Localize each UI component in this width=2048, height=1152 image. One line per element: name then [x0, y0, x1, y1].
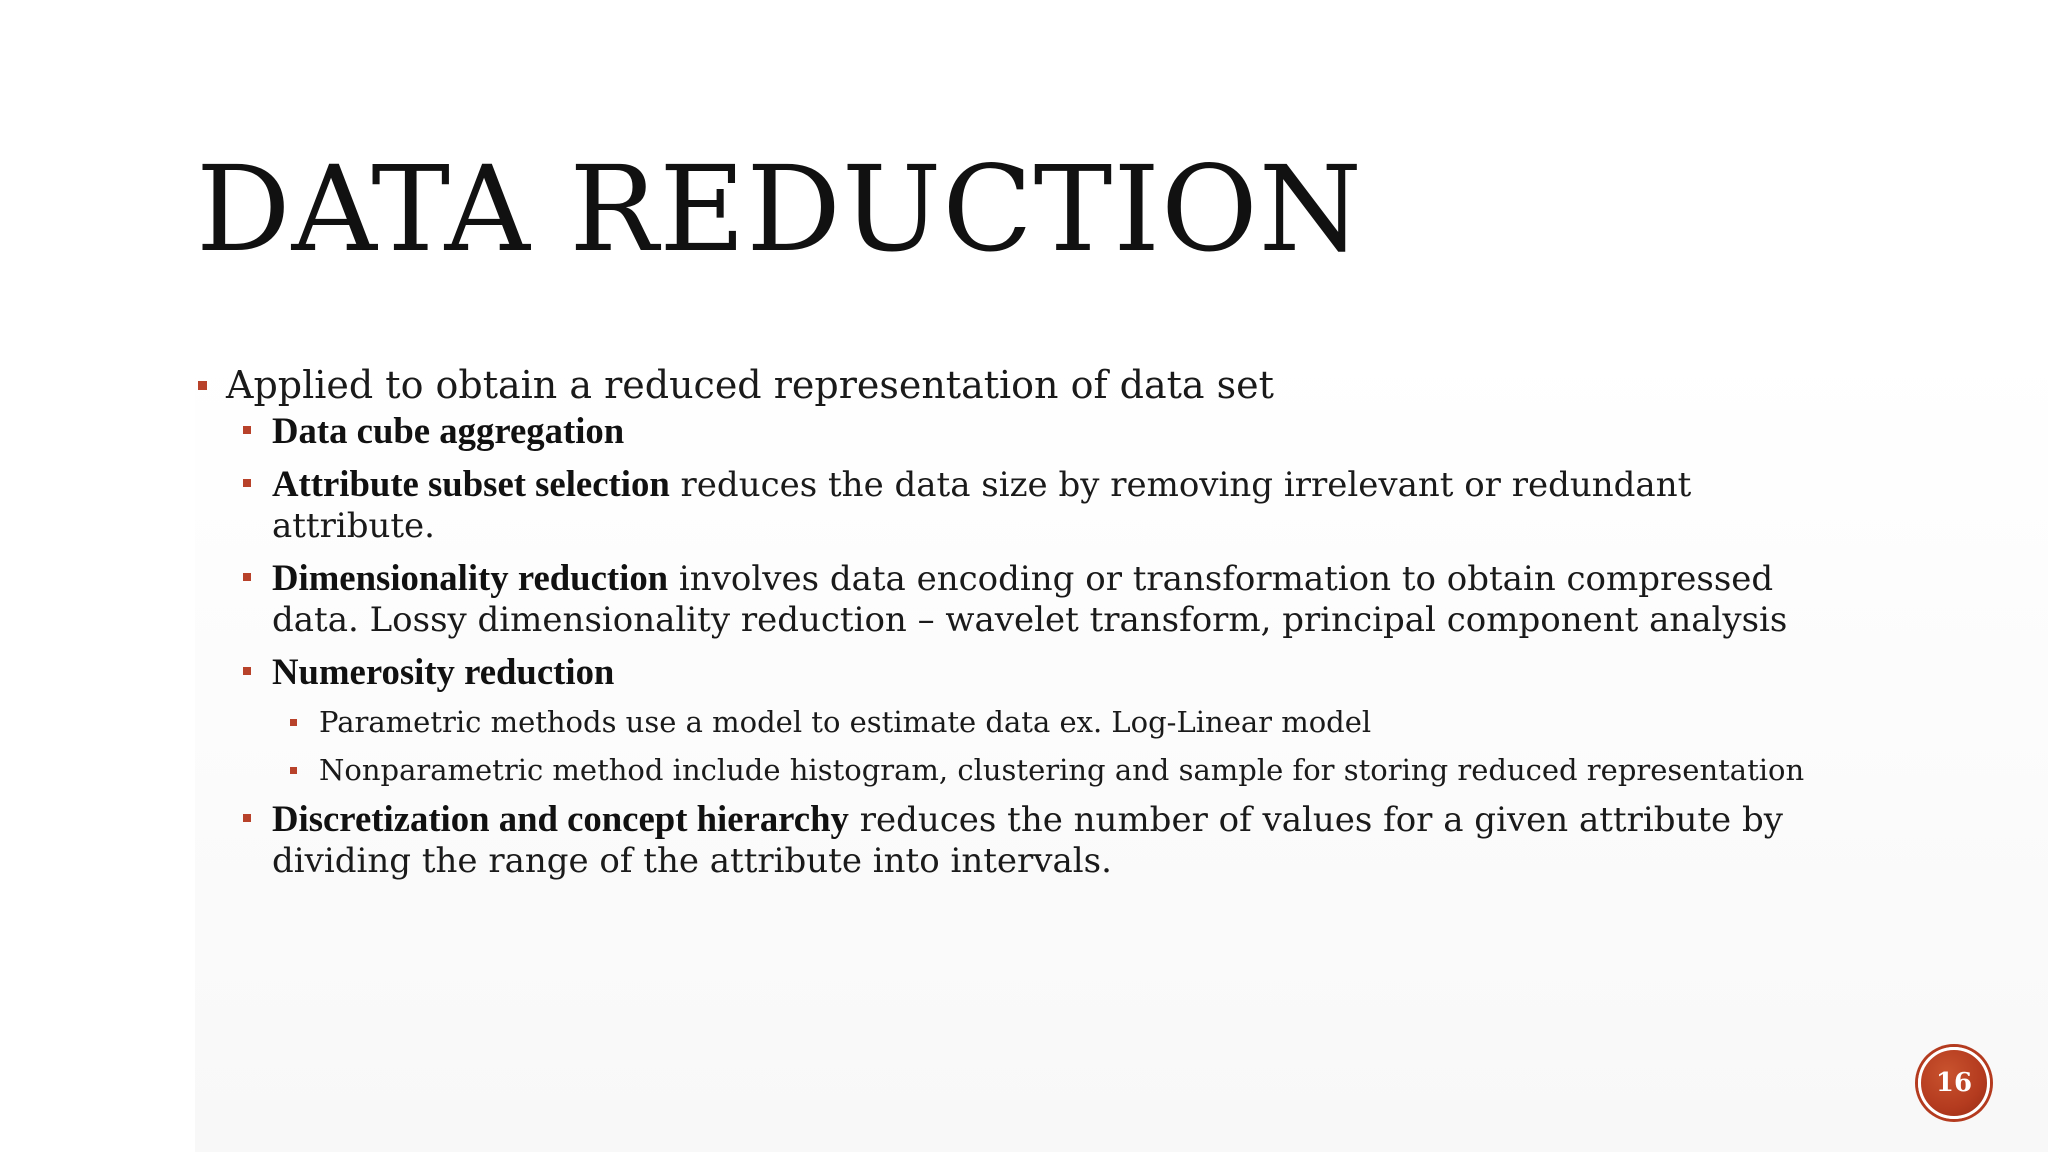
bullet-square-icon: [243, 426, 251, 434]
term-data-cube-aggregation: Data cube aggregation: [272, 410, 625, 451]
bullet-list: [196, 362, 1836, 882]
bullet-square-icon: [290, 767, 297, 774]
term-discretization: Discretization and concept hierarchy: [272, 798, 849, 839]
bullet-square-icon: [243, 667, 251, 675]
term-attribute-subset-selection: Attribute subset selection: [272, 463, 670, 504]
list-item-data-cube-aggregation: [196, 410, 1836, 453]
list-item-attribute-subset-selection: [196, 463, 1836, 547]
description-attribute-subset-selection: reduces the data size by removing irrelevant or redundant attribute.: [272, 465, 1692, 546]
intro-text: Applied to obtain a reduced representation of data set: [226, 363, 1274, 407]
list-item-parametric-methods: [196, 704, 1836, 740]
list-item-intro: [196, 362, 1836, 408]
list-item-nonparametric-method: [196, 752, 1836, 788]
subitem-parametric-methods: Parametric methods use a model to estimate data ex. Log-Linear model: [319, 705, 1372, 739]
bullet-square-icon: [290, 719, 297, 726]
bullet-square-icon: [243, 573, 251, 581]
list-item-discretization: [196, 798, 1836, 882]
list-item-numerosity-reduction: [196, 651, 1836, 694]
description-discretization: reduces the number of values for a given attribute by dividing the range of the attribute into intervals.: [272, 800, 1783, 881]
term-dimensionality-reduction: Dimensionality reduction: [272, 557, 669, 598]
slide-title: DATA REDUCTION: [196, 140, 1363, 278]
description-dimensionality-reduction: involves data encoding or transformation to obtain compressed data. Lossy dimensionality reduction – wavelet transform, principal component analysis: [272, 559, 1788, 640]
list-item-dimensionality-reduction: [196, 557, 1836, 641]
bullet-square-icon: [198, 381, 207, 390]
term-numerosity-reduction: Numerosity reduction: [272, 651, 615, 692]
bullet-square-icon: [243, 814, 251, 822]
bullet-square-icon: [243, 479, 251, 487]
slide-number-badge: 16: [1918, 1047, 1990, 1119]
subitem-nonparametric-method: Nonparametric method include histogram, clustering and sample for storing reduced representation: [319, 753, 1805, 787]
